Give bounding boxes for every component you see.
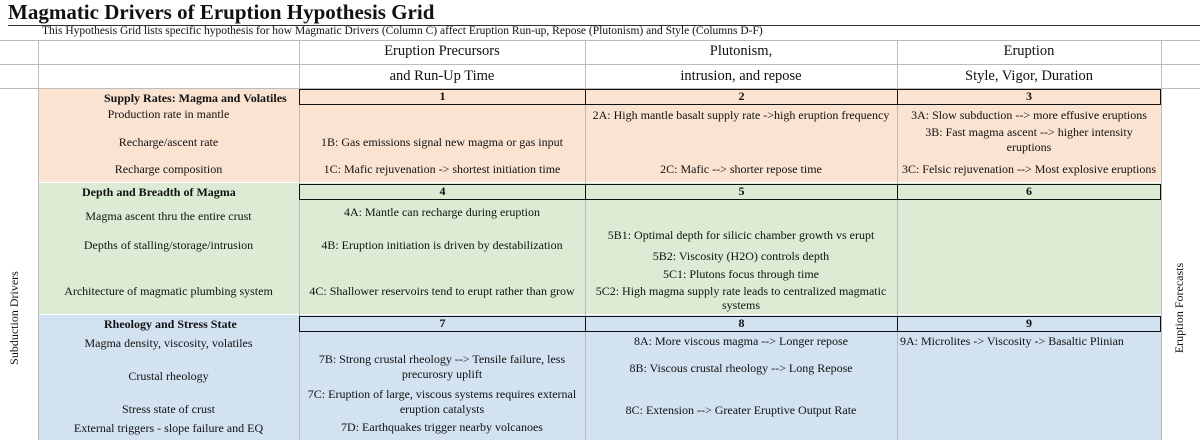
category-depth-breadth: Depth and Breadth of Magma: [82, 185, 236, 199]
grid-line: [0, 40, 1200, 41]
column-header-precursors-line2: and Run-Up Time: [389, 68, 495, 84]
hypothesis-2A: 2A: High mantle basalt supply rate ->high eruption frequency: [592, 108, 890, 122]
column-header-precursors-line1: Eruption Precursors: [384, 43, 500, 59]
page-title: Magmatic Drivers of Eruption Hypothesis Grid: [8, 0, 435, 24]
hypothesis-7B: 7B: Strong crustal rheology --> Tensile failure, less precurosry uplift: [318, 352, 566, 381]
hypothesis-1C: 1C: Mafic rejuvenation -> shortest initiation time: [323, 162, 561, 176]
driver-plumbing-architecture: Architecture of magmatic plumbing system: [64, 284, 273, 298]
hypothesis-9A: 9A: Microlites -> Viscosity -> Basaltic Plinian: [900, 334, 1124, 348]
hypothesis-4B: 4B: Eruption initiation is driven by destabilization: [321, 238, 563, 252]
hypothesis-number-8: 8: [585, 316, 898, 332]
hypothesis-4C: 4C: Shallower reservoirs tend to erupt rather than grow: [309, 284, 575, 298]
driver-recharge-ascent-rate: Recharge/ascent rate: [118, 135, 219, 149]
hypothesis-8A: 8A: More viscous magma --> Longer repose: [633, 334, 849, 348]
driver-recharge-composition: Recharge composition: [114, 162, 223, 176]
hypothesis-number-9: 9: [897, 316, 1161, 332]
grid-description: This Hypothesis Grid lists specific hypothesis for how Magmatic Drivers (Column C) affect Eruption Run-up, Repose (Plutonism) and Style (Columns D-F): [42, 25, 763, 37]
hypothesis-5C1: 5C1: Plutons focus through time: [663, 267, 819, 281]
driver-magma-ascent: Magma ascent thru the entire crust: [85, 209, 252, 223]
column-header-plutonism-line1: Plutonism,: [709, 43, 773, 59]
hypothesis-5B1: 5B1: Optimal depth for silicic chamber growth vs erupt: [607, 228, 875, 242]
category-rheology-stress: Rheology and Stress State: [104, 317, 237, 331]
hypothesis-7D: 7D: Earthquakes trigger nearby volcanoes: [341, 420, 543, 434]
driver-magma-density: Magma density, viscosity, volatiles: [84, 336, 253, 350]
hypothesis-number-2: 2: [585, 89, 898, 105]
hypothesis-number-7: 7: [299, 316, 586, 332]
hypothesis-1B: 1B: Gas emissions signal new magma or gas input: [321, 135, 563, 149]
hypothesis-number-5: 5: [585, 184, 898, 200]
hypothesis-number-4: 4: [299, 184, 586, 200]
column-header-style-line1: Eruption: [1003, 43, 1055, 59]
side-label-subduction-drivers: Subduction Drivers: [7, 271, 21, 365]
category-supply-rates: Supply Rates: Magma and Volatiles: [104, 91, 287, 105]
hypothesis-3C: 3C: Felsic rejuvenation --> Most explosive eruptions: [901, 162, 1157, 176]
grid-line: [1161, 40, 1162, 440]
hypothesis-4A: 4A: Mantle can recharge during eruption: [343, 205, 541, 219]
driver-depths-of-stalling: Depths of stalling/storage/intrusion: [83, 238, 254, 252]
column-header-plutonism-line2: intrusion, and repose: [680, 68, 802, 84]
hypothesis-2C: 2C: Mafic --> shorter repose time: [660, 162, 822, 176]
driver-crustal-rheology: Crustal rheology: [128, 369, 209, 383]
hypothesis-5B2: 5B2: Viscosity (H2O) controls depth: [652, 249, 830, 263]
driver-external-triggers: External triggers - slope failure and EQ: [73, 421, 264, 435]
hypothesis-8C: 8C: Extension --> Greater Eruptive Output Rate: [625, 403, 857, 417]
hypothesis-8B: 8B: Viscous crustal rheology --> Long Repose: [629, 361, 853, 375]
column-header-style-line2: Style, Vigor, Duration: [965, 68, 1093, 84]
driver-stress-state: Stress state of crust: [122, 402, 215, 416]
hypothesis-number-1: 1: [299, 89, 586, 105]
hypothesis-number-6: 6: [897, 184, 1161, 200]
driver-production-rate: Production rate in mantle: [107, 107, 230, 121]
side-label-eruption-forecasts: Eruption Forecasts: [1172, 262, 1186, 354]
hypothesis-3B: 3B: Fast magma ascent --> higher intensity eruptions: [925, 125, 1133, 154]
hypothesis-7C: 7C: Eruption of large, viscous systems requires external eruption catalysts: [307, 387, 577, 416]
hypothesis-5C2: 5C2: High magma supply rate leads to centralized magmatic systems: [595, 284, 887, 312]
grid-line: [0, 64, 1200, 65]
hypothesis-number-3: 3: [897, 89, 1161, 105]
hypothesis-3A: 3A: Slow subduction --> more effusive eruptions: [911, 108, 1147, 122]
